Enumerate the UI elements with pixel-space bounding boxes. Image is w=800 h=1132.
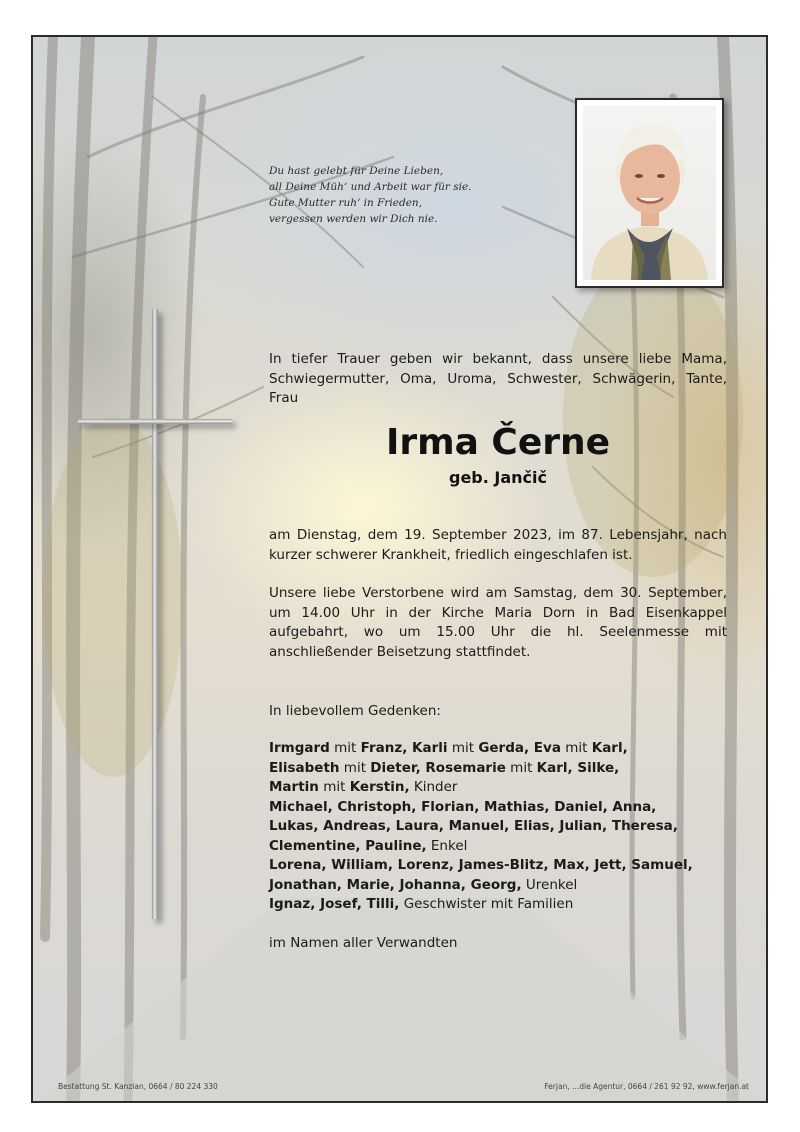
mourners-line: Jonathan, Marie, Johanna, Georg, Urenkel <box>269 876 578 893</box>
death-notice-text: am Dienstag, dem 19. September 2023, im 87. Lebensjahr, nach kurzer schwerer Krankheit, friedlich eingeschlafen ist. <box>269 527 727 563</box>
mourners-list <box>269 739 727 915</box>
footer-agency: Ferjan, ...die Agentur, 0664 / 261 92 92, www.ferjan.at <box>544 1082 749 1091</box>
quote-line: Du hast gelebt für Deine Lieben, <box>269 165 444 177</box>
mourners-line: Lorena, William, Lorenz, James-Blitz, Max, Jett, Samuel, <box>269 857 693 873</box>
deceased-name: Irma Černe <box>385 422 611 463</box>
mourners-line: Michael, Christoph, Florian, Mathias, Daniel, Anna, <box>269 798 657 815</box>
memory-heading: In liebevollem Gedenken: <box>269 703 441 719</box>
mourners-line: Lukas, Andreas, Laura, Manuel, Elias, Julian, Theresa, <box>269 818 678 834</box>
memorial-quote <box>269 163 529 227</box>
portrait-photo <box>583 106 716 280</box>
portrait-frame <box>575 98 724 288</box>
cross-horizontal-beam <box>78 419 232 424</box>
mourners-line: Ignaz, Josef, Tilli, Geschwister mit Familien <box>269 896 574 912</box>
maiden-name: geb. Jančič <box>449 468 547 487</box>
quote-line: vergessen werden wir Dich nie. <box>269 213 438 225</box>
footer-funeral-home: Bestattung St. Kanzian, 0664 / 80 224 330 <box>58 1082 218 1091</box>
closing-text: im Namen aller Verwandten <box>269 935 458 951</box>
mourners-line: Elisabeth mit Dieter, Rosemarie mit Karl, Silke, <box>269 759 620 776</box>
mourners-line: Clementine, Pauline, Enkel <box>269 837 468 854</box>
funeral-details-text: Unsere liebe Verstorbene wird am Samstag, dem 30. September, um 14.00 Uhr in der Kirche Maria Dorn in Bad Eisenkappel aufgebahrt, wo um 15.00 Uhr die hl. Seelenmesse mit anschließender Beisetzung stattfindet. <box>269 585 727 660</box>
obituary-card <box>31 35 768 1103</box>
quote-line: Gute Mutter ruh‘ in Frieden, <box>269 197 423 209</box>
mourners-line: Irmgard mit Franz, Karli mit Gerda, Eva mit Karl, <box>269 740 628 756</box>
announcement-intro: In tiefer Trauer geben wir bekannt, dass unsere liebe Mama, Schwiegermutter, Oma, Uroma, Schwester, Schwägerin, Tante, Frau <box>269 351 727 406</box>
quote-line: all Deine Müh‘ und Arbeit war für sie. <box>269 181 472 193</box>
cross-vertical-beam <box>152 309 158 919</box>
cross-icon <box>78 309 238 929</box>
mourners-line: Martin mit Kerstin, Kinder <box>269 779 458 795</box>
